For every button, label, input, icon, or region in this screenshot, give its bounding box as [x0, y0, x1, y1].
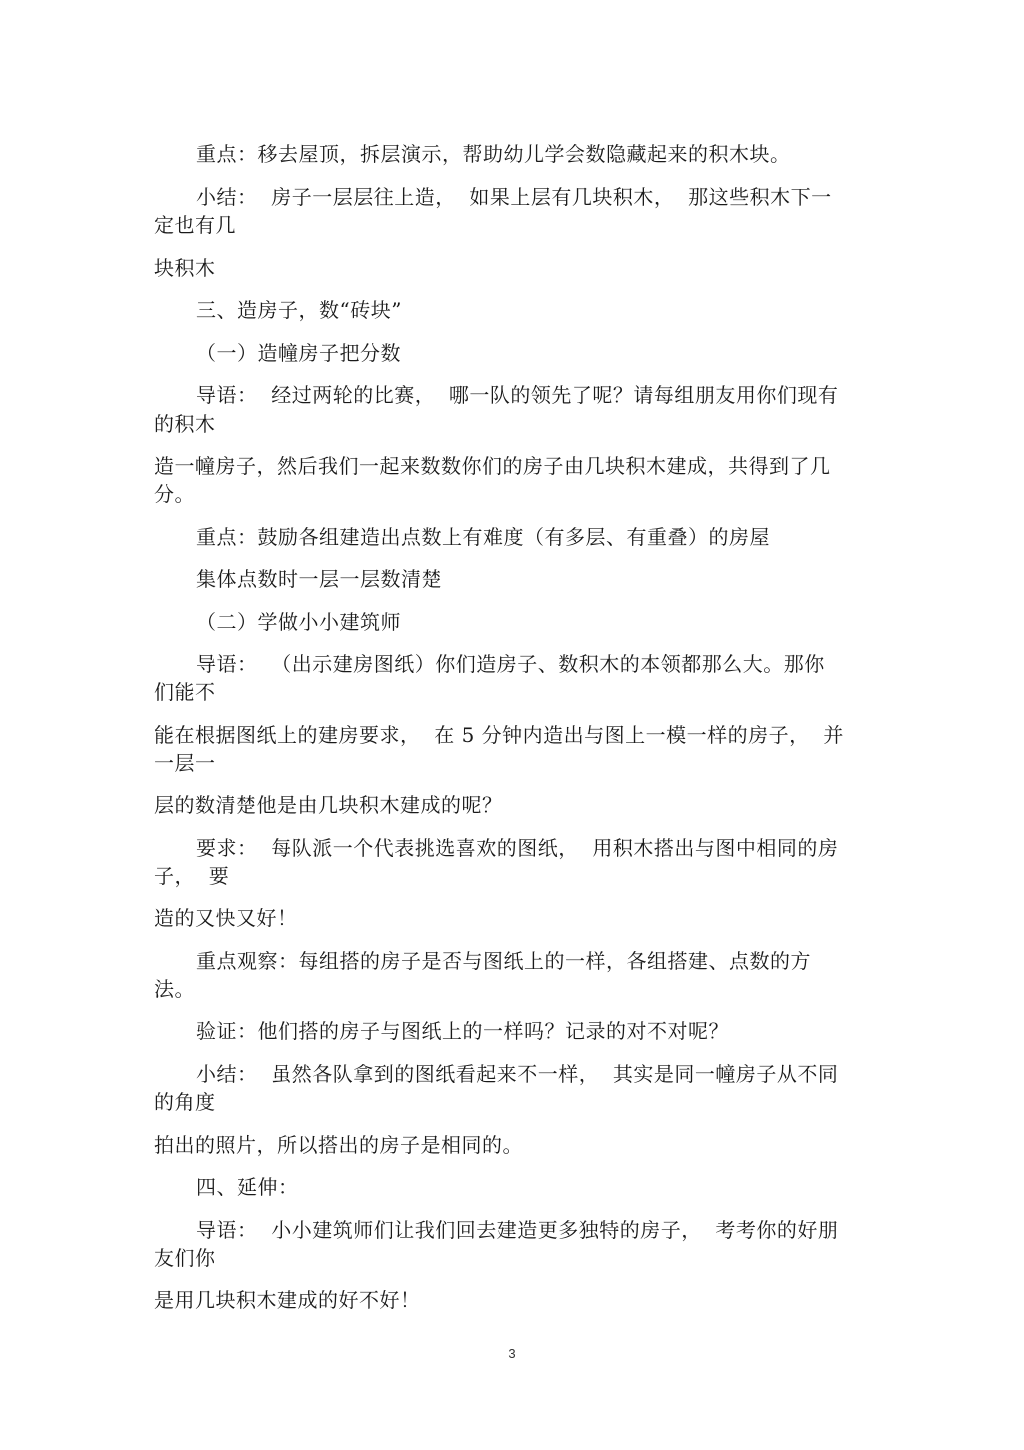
text-line: 的积木	[154, 412, 216, 436]
page-number: 3	[508, 1346, 516, 1361]
subsection-heading: （二）学做小小建筑师	[196, 610, 401, 634]
text-line: 导语： 小小建筑师们让我们回去建造更多独特的房子， 考考你的好朋	[196, 1218, 839, 1242]
text-line: 导语： （出示建房图纸）你们造房子、数积木的本领都那么大。那你	[196, 652, 825, 676]
text-line: 能在根据图纸上的建房要求， 在 5 分钟内造出与图上一模一样的房子， 并	[154, 723, 844, 747]
text-line: 小结： 虽然各队拿到的图纸看起来不一样， 其实是同一幢房子从不同	[196, 1062, 839, 1086]
text-line: 法。	[154, 977, 195, 1001]
text-line: 定也有几	[154, 213, 236, 237]
text-line: 的角度	[154, 1090, 216, 1114]
text-line: 集体点数时一层一层数清楚	[196, 567, 442, 591]
text-line: 一层一	[154, 751, 216, 775]
text-line: 子， 要	[154, 864, 230, 888]
text-line: 造一幢房子，然后我们一起来数数你们的房子由几块积木建成，共得到了几	[154, 454, 831, 478]
text-line: 们能不	[154, 680, 216, 704]
text-line: 分。	[154, 482, 195, 506]
text-line: 要求： 每队派一个代表挑选喜欢的图纸， 用积木搭出与图中相同的房	[196, 836, 839, 860]
text-line: 验证：他们搭的房子与图纸上的一样吗？记录的对不对呢？	[196, 1019, 729, 1043]
text-line: 拍出的照片，所以搭出的房子是相同的。	[154, 1133, 523, 1157]
text-line: 造的又快又好！	[154, 906, 298, 930]
text-line: 导语： 经过两轮的比赛， 哪一队的领先了呢？请每组朋友用你们现有	[196, 383, 839, 407]
text-line: 友们你	[154, 1246, 216, 1270]
section-heading: 三、造房子，数“砖块”	[196, 298, 402, 322]
text-line: 小结： 房子一层层往上造， 如果上层有几块积木， 那这些积木下一	[196, 185, 832, 209]
text-line: 层的数清楚他是由几块积木建成的呢？	[154, 793, 503, 817]
text-line: 重点：移去屋顶，拆层演示，帮助幼儿学会数隐藏起来的积木块。	[196, 142, 791, 166]
text-line: 是用几块积木建成的好不好！	[154, 1288, 421, 1312]
text-line: 重点观察：每组搭的房子是否与图纸上的一样，各组搭建、点数的方	[196, 949, 811, 973]
text-line: 块积木	[154, 256, 216, 280]
subsection-heading: （一）造幢房子把分数	[196, 341, 401, 365]
text-line: 重点：鼓励各组建造出点数上有难度（有多层、有重叠）的房屋	[196, 525, 770, 549]
section-heading: 四、延伸：	[196, 1175, 299, 1199]
